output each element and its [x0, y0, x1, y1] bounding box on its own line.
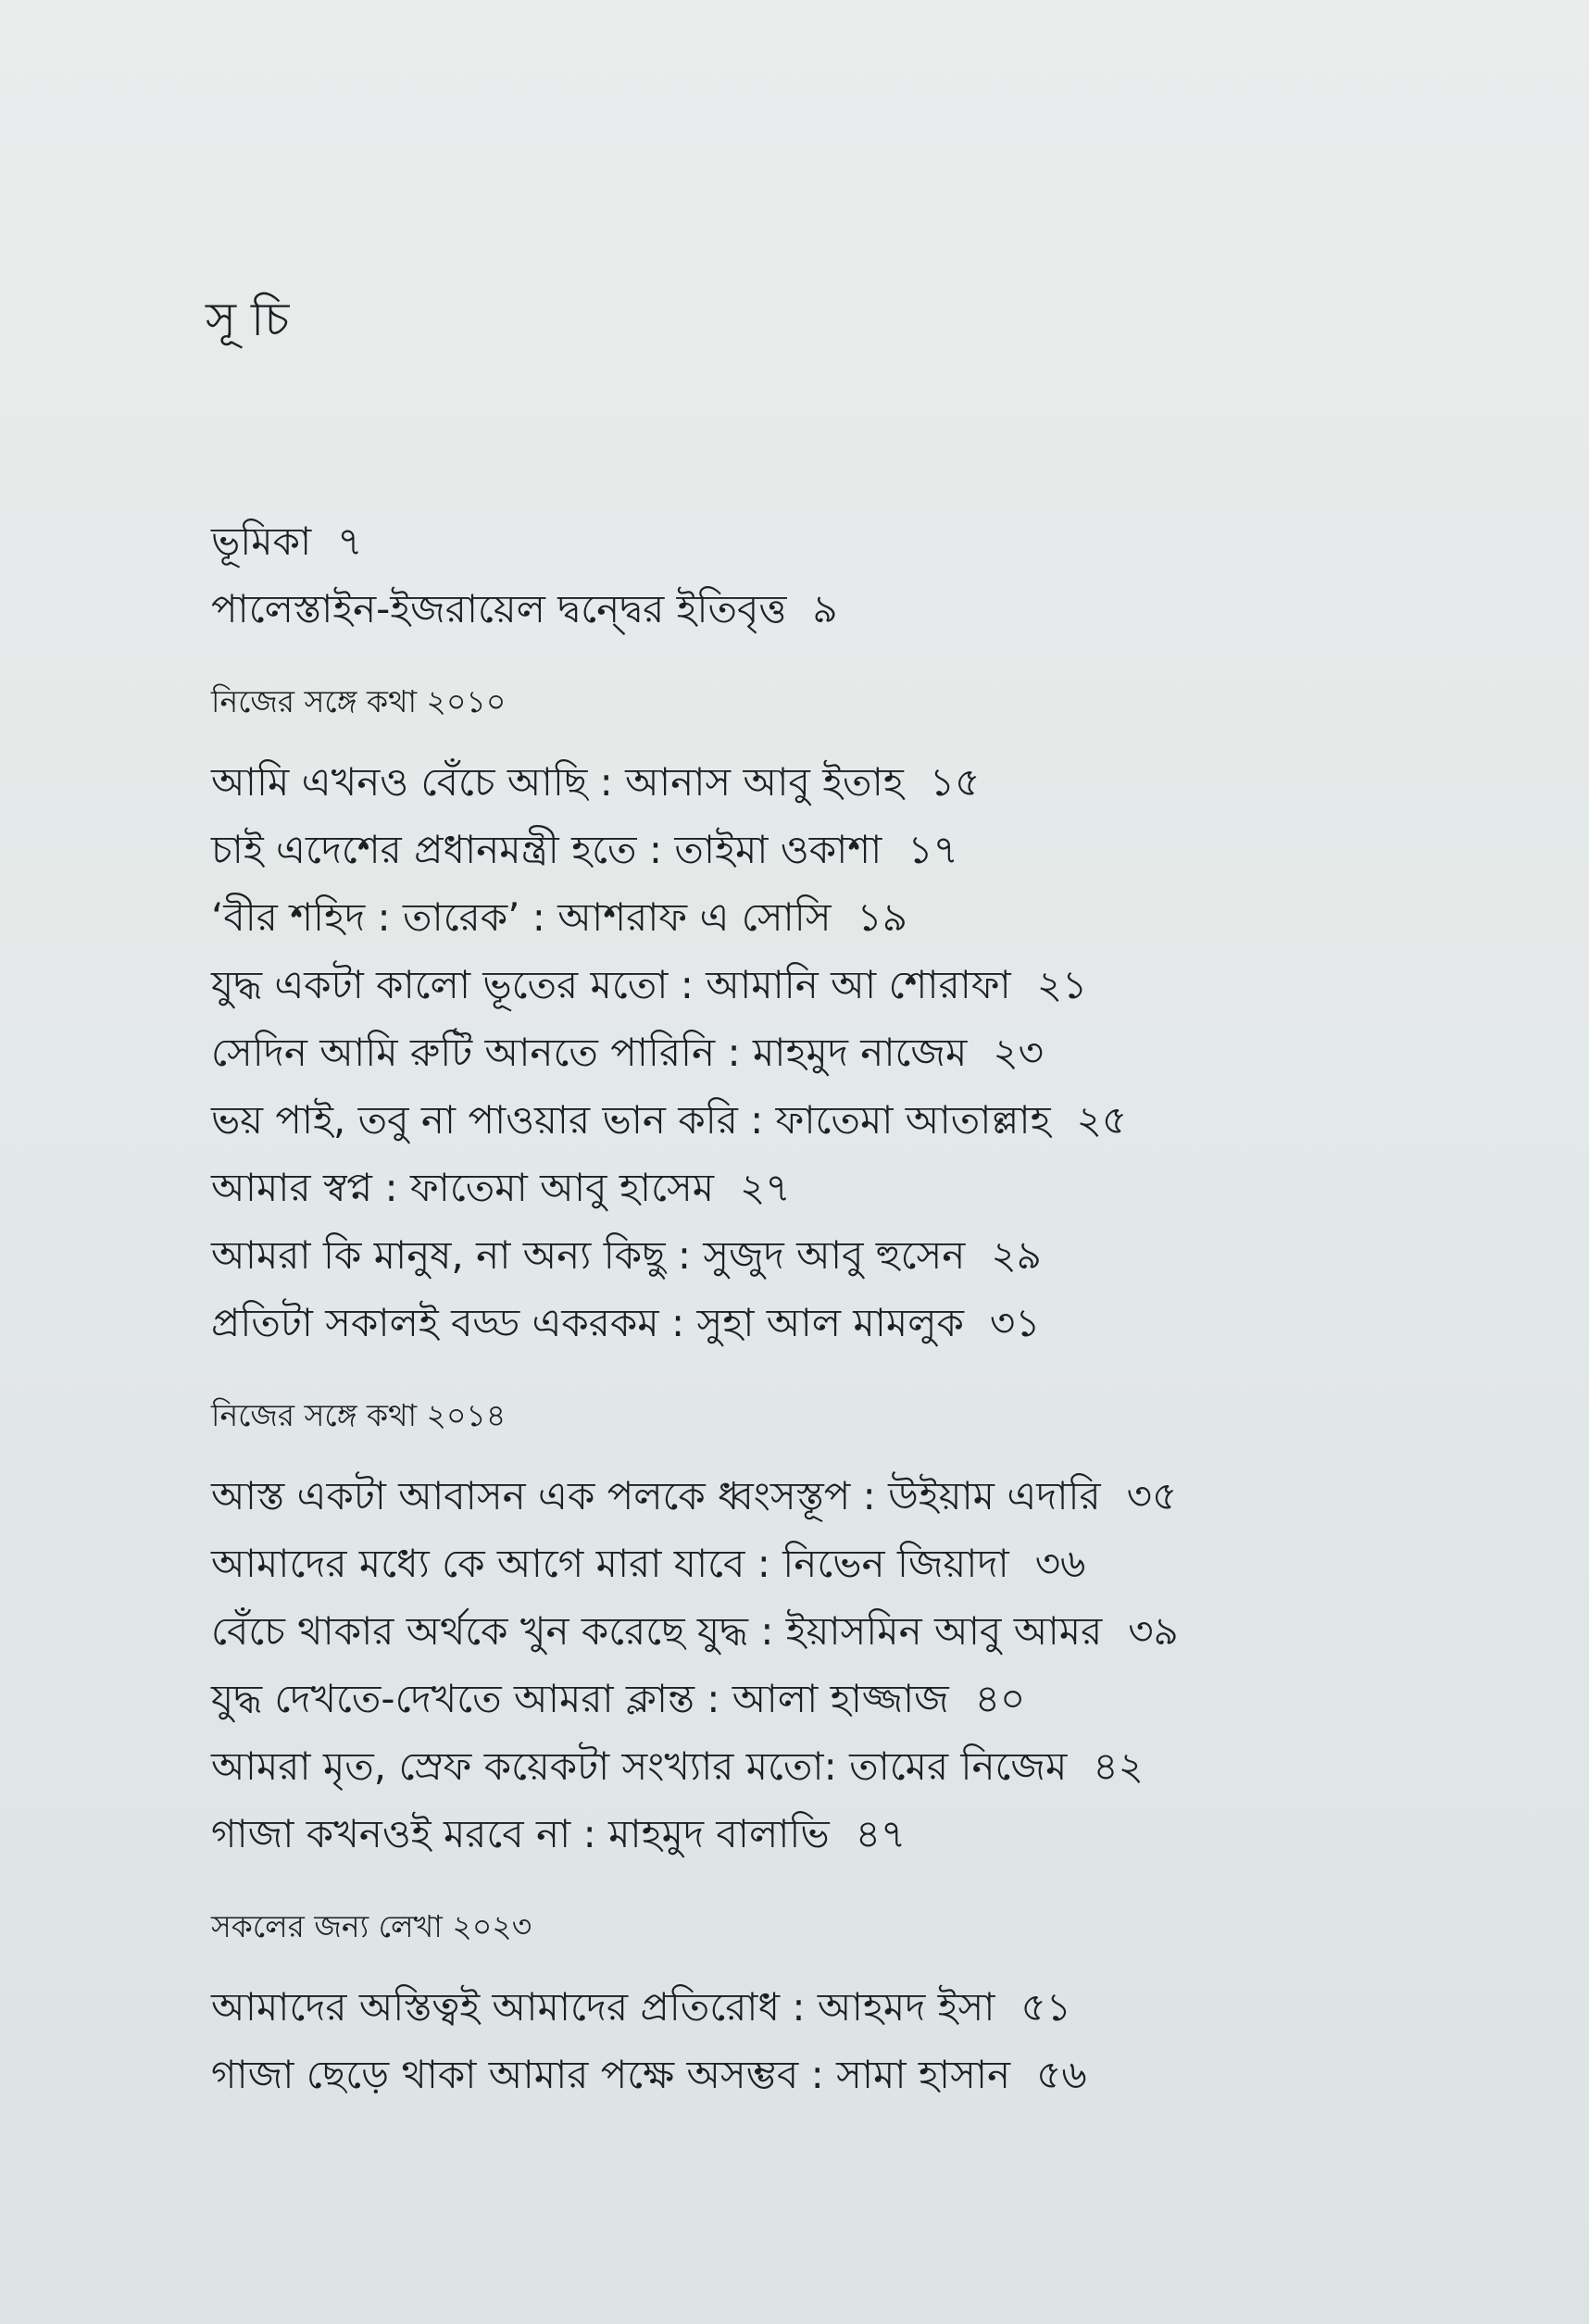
entry-title: যুদ্ধ একটা কালো ভূতের মতো : আমানি আ শোরাফা: [211, 962, 1011, 1007]
entry-title: আস্ত একটা আবাসন এক পলকে ধ্বংসস্তূপ : উইয়াম এদারি: [211, 1473, 1101, 1518]
toc-entry: [211, 575, 1489, 643]
entry-title: যুদ্ধ দেখতে-দেখতে আমরা ক্লান্ত : আলা হাজ্জাজ: [211, 1676, 949, 1721]
entry-page-number: ৩১: [989, 1300, 1041, 1345]
page-title: সূচি: [206, 293, 305, 346]
entry-title: আমি এখনও বেঁচে আছি : আনাস আবু ইতাহ: [211, 759, 904, 805]
entry-page-number: ৭: [337, 519, 363, 564]
entry-title: আমরা মৃত, স্রেফ কয়েকটা সংখ্যার মতো: তামের নিজেম: [211, 1743, 1068, 1789]
toc-entry: [211, 1289, 1489, 1356]
toc-entry: [211, 1597, 1489, 1665]
toc-entry: [211, 507, 1489, 575]
entry-page-number: ২৯: [991, 1232, 1042, 1278]
toc-section-2023: [211, 1899, 1489, 2108]
entry-title: সেদিন আমি রুটি আনতে পারিনি : মাহমুদ নাজেম: [211, 1030, 968, 1075]
entry-page-number: ৪২: [1093, 1743, 1144, 1789]
toc-entry: [211, 1665, 1489, 1732]
entry-page-number: ১৫: [929, 759, 981, 805]
entry-title: প্রতিটা সকালই বড্ড একরকম : সুহা আল মামলুক: [211, 1300, 964, 1345]
entry-title: আমরা কি মানুষ, না অন্য কিছু : সুজুদ আবু হুসেন: [211, 1232, 966, 1278]
toc-entry: [211, 748, 1489, 816]
entry-page-number: ৩৬: [1034, 1541, 1086, 1586]
toc-entry: [211, 1086, 1489, 1154]
entry-page-number: ৩৯: [1128, 1608, 1179, 1654]
toc-entry: [211, 1973, 1489, 2041]
toc-entry: [211, 1221, 1489, 1289]
toc-entry: [211, 2041, 1489, 2108]
entry-title: আমার স্বপ্ন : ফাতেমা আবু হাসেম: [211, 1165, 715, 1210]
toc-entry: [211, 816, 1489, 883]
table-of-contents: [211, 507, 1489, 2108]
toc-section-2010: [211, 674, 1489, 1356]
section-title: নিজের সঙ্গে কথা ২০১৪: [211, 1397, 507, 1433]
toc-entry: [211, 1462, 1489, 1530]
entry-page-number: ২৫: [1076, 1097, 1128, 1143]
entry-page-number: ১৯: [857, 894, 908, 940]
toc-entry: [211, 951, 1489, 1018]
entry-page-number: ৪০: [974, 1676, 1026, 1721]
entry-title: পালেস্তাইন-ইজরায়েল দ্বন্দ্বের ইতিবৃত্ত: [211, 586, 787, 631]
toc-entry: [211, 883, 1489, 951]
entry-page-number: ৯: [812, 586, 838, 631]
entry-title: গাজা কখনওই মরবে না : মাহমুদ বালাভি: [211, 1811, 830, 1856]
section-title: নিজের সঙ্গে কথা ২০১০: [211, 683, 507, 719]
toc-entry: [211, 1800, 1489, 1868]
entry-title: ‘বীর শহিদ : তারেক’ : আশরাফ এ সোসি: [211, 894, 832, 940]
toc-entry: [211, 1732, 1489, 1800]
entry-page-number: ২৭: [740, 1165, 791, 1210]
entry-title: আমাদের মধ্যে কে আগে মারা যাবে : নিভেন জিয়াদা: [211, 1541, 1009, 1586]
entry-page-number: ৫১: [1020, 1984, 1071, 2030]
entry-page-number: ১৭: [907, 827, 958, 872]
entry-title: চাই এদেশের প্রধানমন্ত্রী হতে : তাইমা ওকাশা: [211, 827, 882, 872]
entry-page-number: ২৩: [993, 1030, 1044, 1075]
entry-title: গাজা ছেড়ে থাকা আমার পক্ষে অসম্ভব : সামা হাসান: [211, 2052, 1011, 2097]
toc-entry: [211, 1530, 1489, 1597]
section-title: সকলের জন্য লেখা ২০২৩: [211, 1908, 532, 1944]
entry-title: বেঁচে থাকার অর্থকে খুন করেছে যুদ্ধ : ইয়াসমিন আবু আমর: [211, 1608, 1103, 1654]
entry-page-number: ৪৭: [855, 1811, 907, 1856]
entry-page-number: ৩৫: [1126, 1473, 1178, 1518]
entry-page-number: ৫৬: [1036, 2052, 1087, 2097]
entry-title: আমাদের অস্তিত্বই আমাদের প্রতিরোধ : আহমদ ইসা: [211, 1984, 995, 2030]
toc-section-2014: [211, 1388, 1489, 1868]
entry-title: ভয় পাই, তবু না পাওয়ার ভান করি : ফাতেমা আতাল্লাহ: [211, 1097, 1051, 1143]
entry-page-number: ২১: [1036, 962, 1088, 1007]
toc-entry: [211, 1154, 1489, 1221]
intro-entries: [211, 507, 1489, 643]
entry-title: ভূমিকা: [211, 519, 312, 564]
toc-entry: [211, 1018, 1489, 1086]
